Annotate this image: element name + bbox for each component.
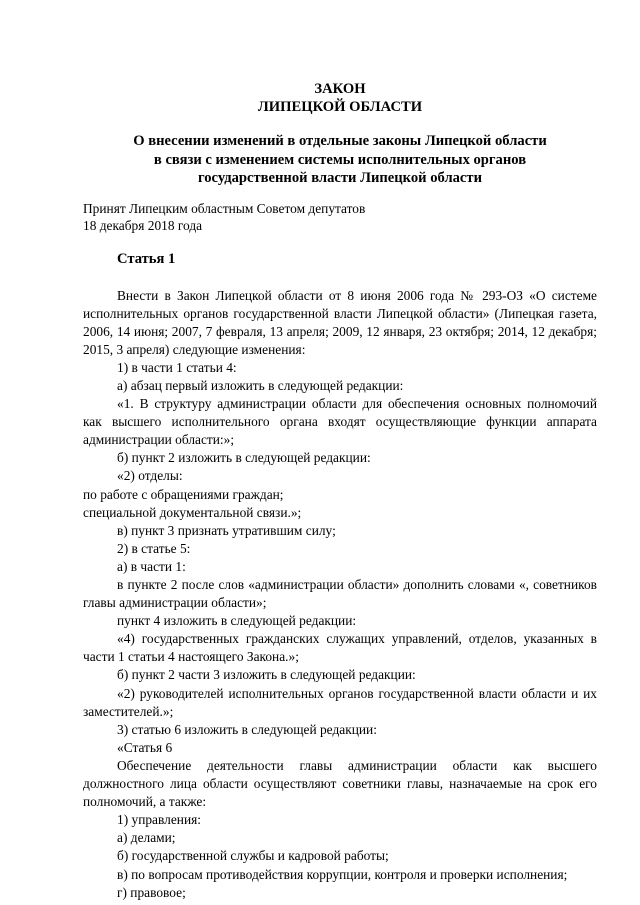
paragraph: в) по вопросам противодействия коррупции, контроля и проверки исполнения; [117, 866, 568, 882]
document-title-line-2: ЛИПЕЦКОЙ ОБЛАСТИ [257, 99, 423, 115]
paragraph: в пункте 2 после слов «администрации области» дополнить словами «, советников главы администрации области»; [83, 577, 597, 611]
paragraph: специальной документальной связи.»; [83, 504, 302, 520]
paragraph: а) в части 1: [117, 558, 186, 574]
paragraph: Внести в Закон Липецкой области от 8 июня 2006 года № 293-ОЗ «О системе исполнительных органов государственной власти Липецкой области» (Липецкая газета, 2006, 14 июня; 2007, 7 февраля, 13 апреля; 2009, 12 января, 23 октября; 2014, 12 декабря; 2015, 3 апреля) следующие изменения: [83, 287, 597, 357]
document-page [83, 78, 597, 902]
paragraph: «4) государственных гражданских служащих управлений, отделов, указанных в части 1 статьи 4 настоящего Закона.»; [83, 631, 597, 665]
article-heading: Статья 1 [117, 250, 176, 267]
paragraph: б) государственной службы и кадровой работы; [117, 848, 389, 864]
paragraph: 2) в статье 5: [117, 540, 191, 556]
paragraph: а) делами; [117, 830, 176, 846]
paragraph: 1) в части 1 статьи 4: [117, 359, 237, 375]
paragraph: в) пункт 3 признать утратившим силу; [117, 522, 336, 538]
paragraph: «2) отделы: [117, 468, 183, 484]
subtitle-line-2: в связи с изменением системы исполнительных органов [153, 151, 527, 168]
subtitle-line-1: О внесении изменений в отдельные законы Липецкой области [133, 133, 547, 149]
subtitle-line-3: государственной власти Липецкой области [198, 170, 482, 186]
article-body [83, 287, 597, 902]
paragraph: 3) статью 6 изложить в следующей редакции: [117, 721, 377, 737]
paragraph: пункт 4 изложить в следующей редакции: [117, 613, 357, 629]
adoption-line-1: Принят Липецким областным Советом депутатов [83, 200, 366, 216]
paragraph: «1. В структуру администрации области для обеспечения основных полномочий как высшего исполнительного органа входят осуществляющие функции аппарата администрации области:»; [83, 396, 597, 448]
paragraph: 1) управления: [117, 812, 201, 828]
paragraph: «Статья 6 [117, 739, 173, 755]
paragraph: г) правовое; [117, 884, 186, 900]
paragraph: а) абзац первый изложить в следующей редакции: [117, 377, 404, 393]
adoption-note [83, 200, 597, 234]
paragraph: «2) руководителей исполнительных органов государственной власти области и их заместителей.»; [83, 685, 597, 719]
document-title-line-1: ЗАКОН [314, 81, 366, 97]
document-subtitle [83, 132, 597, 188]
paragraph: Обеспечение деятельности главы администрации области как высшего должностного лица области осуществляют советники главы, назначаемые на срок его полномочий, а также: [83, 757, 597, 810]
paragraph: б) пункт 2 изложить в следующей редакции: [117, 450, 371, 466]
adoption-date: 18 декабря 2018 года [83, 217, 203, 233]
paragraph: б) пункт 2 части 3 изложить в следующей редакции: [117, 667, 416, 683]
paragraph: по работе с обращениями граждан; [83, 486, 284, 502]
